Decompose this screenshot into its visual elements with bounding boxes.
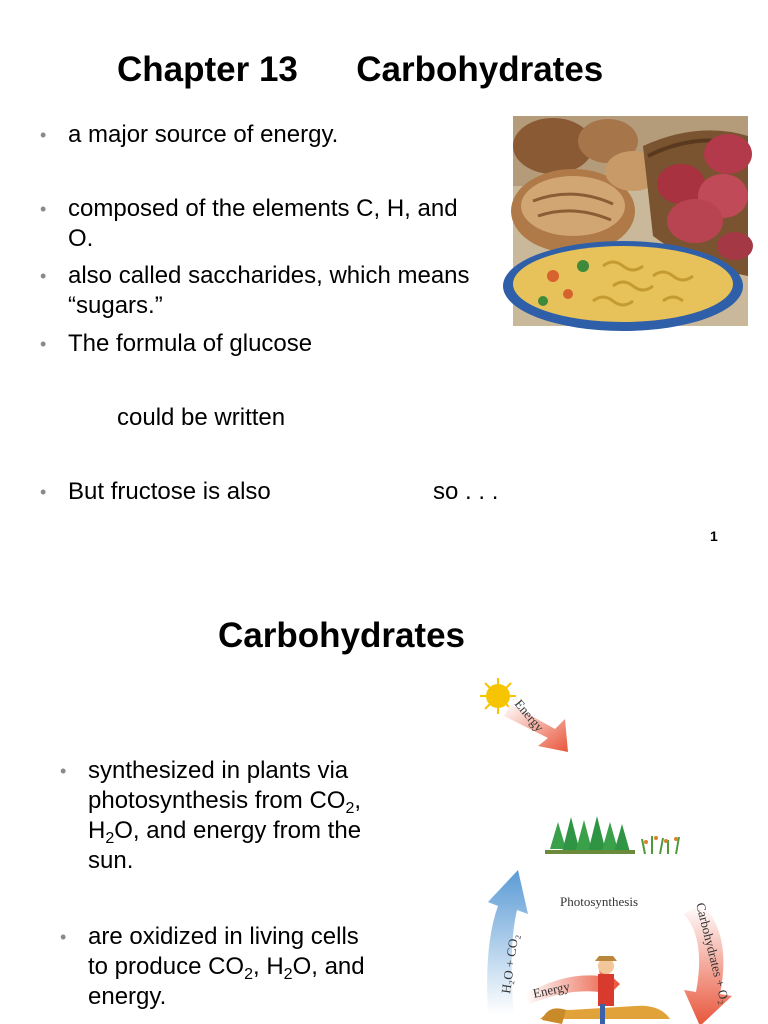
- bullet-dot: •: [40, 266, 47, 286]
- so-ellipsis-text: so . . .: [433, 478, 499, 505]
- bullet-synthesized: • synthesized in plants via photosynthesis from $CO_2$, $H_2O$, and energy from the sun.: [60, 757, 362, 874]
- bullet-dot: •: [40, 334, 47, 354]
- bullet-glucose-formula: • The formula of glucose: [40, 330, 313, 357]
- bullet-fructose: • But fructose is also: [40, 478, 271, 505]
- bullet-dot: •: [40, 482, 47, 502]
- bullet-oxidized: • are oxidized in living cells to produce $CO_2$, $H_2O$, and energy.: [60, 923, 365, 1010]
- bullet-saccharides: • also called saccharides, which means “sugars.”: [40, 262, 470, 319]
- slide-1-title: Chapter 13 Carbohydrates: [117, 50, 604, 89]
- bullet-energy-source: • a major source of energy.: [40, 121, 339, 148]
- photosynthesis-label: Photosynthesis: [560, 894, 639, 909]
- bullet-dot: •: [40, 125, 47, 145]
- plants-illustration: [545, 816, 679, 854]
- bullet-dot: •: [60, 927, 67, 947]
- bullet-dot: •: [40, 199, 47, 219]
- slide-2-title: Carbohydrates: [218, 616, 466, 655]
- bullet-dot: •: [60, 761, 67, 781]
- carbohydrates-o2-label: Carbohydrates + O₂: [693, 901, 733, 1006]
- energy-label-top: Energy: [511, 696, 548, 735]
- energy-label-bottom: Energy: [531, 978, 572, 1001]
- carbohydrate-foods-photo: [513, 116, 748, 326]
- slide-2: [0, 576, 768, 1024]
- photosynthesis-cycle-diagram: [470, 674, 750, 1024]
- could-be-written-text: could be written: [117, 404, 286, 431]
- page-number: 1: [710, 528, 718, 544]
- water-co2-label: H₂O + CO₂: [498, 933, 522, 995]
- bullet-elements: • composed of the elements C, H, and O.: [40, 195, 458, 252]
